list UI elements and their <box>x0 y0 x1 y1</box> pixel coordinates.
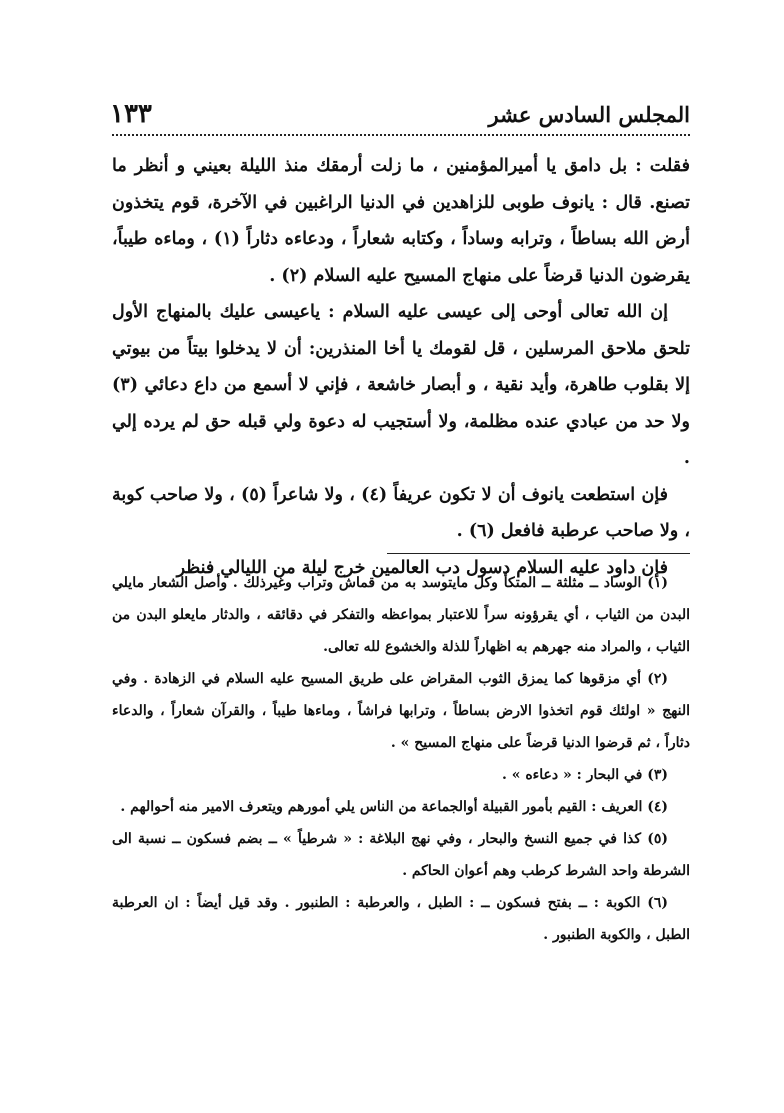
main-text <box>112 148 690 586</box>
footnote: (٢) أي مزقوها كما يمزق الثوب المقراض على طريق المسيح عليه السلام في الزهادة . وفي النهج « اولئك قوم اتخذوا الارض بساطاً ، وترابها فراشاً ، وماءها طيباً ، والقرآن شعاراً ، والدعاء دثاراً ، ثم قرضوا الدنيا قرضاً على منهاج المسيح » . <box>112 671 690 751</box>
paragraph: إن الله تعالى أوحى إلى عيسى عليه السلام : ياعيسى عليك بالمنهاج الأول تلحق ملاحق المرسلين ، قل لقومك يا أخا المنذرين: أن لا يدخلوا بيتاً من بيوتي إلا بقلوب طاهرة، وأيد نقية ، و أبصار خاشعة ، فإني لا أسمع من داع دعائي (٣) ولا حد من عبادي عنده مظلمة، ولا أستجيب له دعوة ولي قبله حق لم يرده إلي . <box>112 302 690 468</box>
header-dotted-rule <box>112 134 690 136</box>
footnote-separator <box>387 553 690 554</box>
footnote: (١) الوساد ــ مثلثة ــ المتكأ وكل مايتوسد به من قماش وتراب وغيرذلك . وأصل الشعار مايلي البدن من الثياب ، أي يقرؤونه سراً للاعتبار بمواعظه والتفكر في دقائقه ، والدثار مايعلو البدن من الثياب ، والمراد منه جهرهم به اظهاراً للذلة والخشوع لله تعالى. <box>112 575 690 655</box>
footnote: (٥) كذا في جميع النسخ والبحار ، وفي نهج البلاغة : « شرطياً » ــ بضم فسكون ــ نسبة الى الشرطة واحد الشرط كرطب وهم أعوان الحاكم . <box>112 831 690 879</box>
footnote: (٤) العريف : القيم بأمور القبيلة أوالجماعة من الناس يلي أمورهم ويتعرف الامير منه أحوالهم . <box>120 799 668 815</box>
paragraph: فقلت : بل دامق يا أميرالمؤمنين ، ما زلت أرمقك منذ الليلة بعيني و أنظر ما تصنع. قال : يانوف طوبى للزاهدين في الدنيا الراغبين في الآخرة، قوم يتخذون أرض الله بساطاً ، وترابه وساداً ، وكتابه شعاراً ، ودعاءه دثاراً (١) ، وماءه طيباً، يقرضون الدنيا قرضاً على منهاج المسيح عليه السلام (٢) . <box>112 156 690 286</box>
footnote: (٦) الكوبة : ــ بفتح فسكون ــ : الطبل ، والعرطبة : الطنبور . وقد قيل أيضاً : ان العرطبة الطبل ، والكوبة الطنبور . <box>112 895 690 943</box>
page-header <box>110 94 690 134</box>
paragraph: فإن استطعت يانوف أن لا تكون عريفاً (٤) ، ولا شاعراً (٥) ، ولا صاحب كوبة ، ولا صاحب عرطبة فافعل (٦) . <box>112 484 690 541</box>
paragraph: فإن داود عليه السلام دسول دب العالمين خرج ليلة من الليالي فنظر <box>176 557 668 578</box>
footnotes <box>112 565 690 951</box>
page-number: ١٣٣ <box>110 99 152 129</box>
footnote: (٣) في البحار : « دعاءه » . <box>501 767 668 783</box>
chapter-title: المجلس السادس عشر <box>488 101 690 127</box>
